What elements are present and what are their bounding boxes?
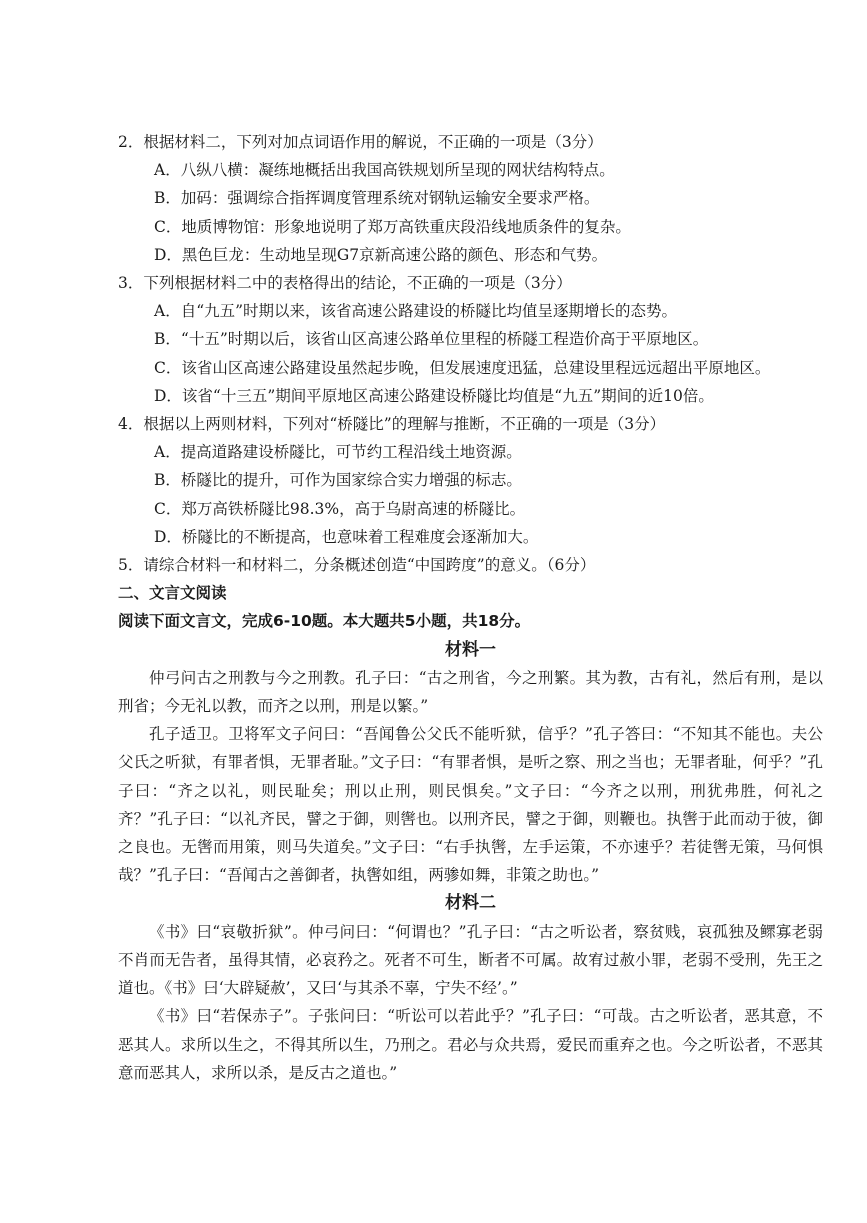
material-2-paragraph: 《书》曰“若保赤子”。子张问曰：“听讼可以若此乎？”孔子曰：“可哉。古之听讼者，恶其意，不恶其人。求所以生之，不得其所以生，乃刑之。君必与众共焉，爱民而重弃之也。今之听讼者，不恶其意而恶其人，求所以杀，是反古之道也。” [118, 1007, 823, 1082]
option-b: B．“十五”时期以后，该省山区高速公路单位里程的桥隧工程造价高于平原地区。 [154, 330, 709, 349]
option-c: C．该省山区高速公路建设虽然起步晚，但发展速度迅猛，总建设里程远远超出平原地区。 [154, 358, 771, 377]
option-c: C．郑万高铁桥隧比98.3%，高于乌尉高速的桥隧比。 [154, 499, 526, 518]
question-4 [118, 410, 823, 551]
option-d: D．桥隧比的不断提高，也意味着工程难度会逐渐加大。 [154, 527, 539, 546]
material-1-paragraph: 孔子适卫。卫将军文子问曰：“吾闻鲁公父氏不能听狱，信乎？”孔子答曰：“不知其不能也。夫公父氏之听狱，有罪者惧，无罪者耻。”文子曰：“有罪者惧，是听之察、刑之当也；无罪者耻，何乎？”孔子曰：“齐之以礼，则民耻矣；刑以止刑，则民惧矣。”文子曰：“今齐之以刑，刑犹弗胜，何礼之齐？”孔子曰：“以礼齐民，譬之于御，则辔也。以刑齐民，譬之于御，则鞭也。执辔于此而动于彼，御之良也。无辔而用策，则马失道矣。”文子曰：“右手执辔，左手运策，不亦速乎？若徒辔无策，马何惧哉？”孔子曰：“吾闻古之善御者，执辔如组，两骖如舞，非策之助也。” [118, 725, 823, 885]
question-stem: 4．根据以上两则材料，下列对“桥隧比”的理解与推断，不正确的一项是（3分） [118, 415, 666, 434]
option-d: D．该省“十三五”期间平原地区高速公路建设桥隧比均值是“九五”期间的近10倍。 [154, 386, 714, 405]
question-5 [118, 551, 823, 579]
option-b: B．加码：强调综合指挥调度管理系统对钢轨运输安全要求严格。 [154, 189, 600, 208]
material-2-title: 材料二 [445, 893, 496, 914]
option-a: A．提高道路建设桥隧比，可节约工程沿线土地资源。 [154, 443, 522, 462]
option-d: D．黑色巨龙：生动地呈现G7京新高速公路的颜色、形态和气势。 [154, 245, 608, 264]
question-stem: 2．根据材料二，下列对加点词语作用的解说，不正确的一项是（3分） [118, 133, 603, 151]
material-1-title: 材料一 [445, 639, 496, 660]
material-2-paragraph: 《书》曰“哀敬折狱”。仲弓问曰：“何谓也？”孔子曰：“古之听讼者，察贫贱，哀孤独及鳏寡老弱不肖而无告者，虽得其情，必哀矜之。死者不可生，断者不可属。故宥过赦小罪，老弱不受刑，先王之道也。《书》曰‘大辟疑赦’，又曰‘与其杀不辜，宁失不经’。” [118, 922, 823, 998]
option-a: A．八纵八横：凝练地概括出我国高铁规划所呈现的网状结构特点。 [154, 161, 615, 180]
option-b: B．桥隧比的提升，可作为国家综合实力增强的标志。 [154, 471, 522, 490]
option-a: A．自“九五”时期以来，该省高速公路建设的桥隧比均值呈逐期增长的态势。 [154, 302, 678, 321]
question-stem: 5．请综合材料一和材料二，分条概述创造“中国跨度”的意义。（6分） [118, 556, 596, 575]
question-stem: 3．下列根据材料二中的表格得出的结论，不正确的一项是（3分） [118, 274, 572, 293]
material-1-paragraph: 仲弓问古之刑教与今之刑教。孔子曰：“古之刑省，今之刑繁。其为教，古有礼，然后有刑，是以刑省；今无礼以教，而齐之以刑，刑是以繁。” [118, 668, 823, 716]
section-instruction: 阅读下面文言文，完成6-10题。本大题共5小题，共18分。 [118, 612, 531, 631]
section-title: 二、文言文阅读 [118, 584, 227, 603]
question-2 [118, 128, 823, 269]
question-3 [118, 269, 823, 410]
option-c: C．地质博物馆：形象地说明了郑万高铁重庆段沿线地质条件的复杂。 [154, 217, 631, 236]
